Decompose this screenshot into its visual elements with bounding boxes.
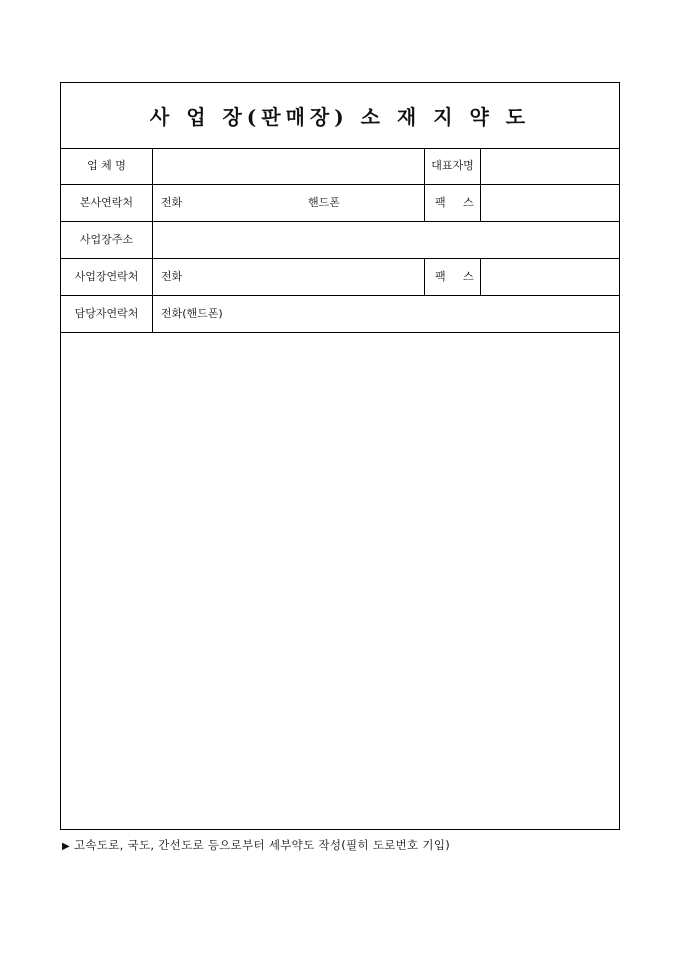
- representative-label: 대표자명: [425, 148, 481, 184]
- company-name-field[interactable]: [153, 148, 425, 184]
- instruction-note: [62, 837, 450, 853]
- site-address-label: 사업장주소: [61, 222, 153, 258]
- fax-label: 팩: [435, 196, 446, 209]
- head-office-phone-label: 전화: [161, 196, 183, 209]
- site-phone-field[interactable]: [153, 259, 425, 295]
- representative-field[interactable]: [481, 148, 619, 184]
- map-drawing-area[interactable]: [61, 334, 619, 829]
- company-name-label: 업 체 명: [61, 148, 153, 184]
- bullet-arrow-icon: ▶: [62, 841, 70, 852]
- site-address-field[interactable]: [153, 222, 619, 258]
- manager-contact-label: 담당자연락처: [61, 296, 153, 332]
- fax-label: 팩: [435, 270, 446, 283]
- site-contact-row: [61, 259, 619, 296]
- site-fax-field[interactable]: [481, 259, 619, 295]
- head-office-fax-label: [425, 185, 481, 221]
- head-office-mobile-label: 핸드폰: [308, 196, 340, 209]
- head-office-fax-field[interactable]: [481, 185, 619, 221]
- location-map-form: [60, 82, 620, 830]
- manager-phone-field[interactable]: [153, 296, 619, 332]
- head-office-contact-label: 본사연락처: [61, 185, 153, 221]
- site-fax-label: [425, 259, 481, 295]
- head-office-row: [61, 185, 619, 222]
- fax-label-2: 스: [463, 196, 474, 209]
- fax-label-2: 스: [463, 270, 474, 283]
- instruction-text: 고속도로, 국도, 간선도로 등으로부터 세부약도 작성(필히 도로번호 기입): [74, 838, 451, 852]
- title-row: [61, 83, 619, 149]
- site-contact-label: 사업장연락처: [61, 259, 153, 295]
- company-row: [61, 148, 619, 185]
- form-title: 사 업 장(판매장) 소 재 지 약 도: [149, 105, 531, 129]
- manager-contact-row: [61, 296, 619, 333]
- site-address-row: [61, 222, 619, 259]
- site-phone-label: 전화: [161, 270, 183, 283]
- head-office-phone-field[interactable]: [153, 185, 425, 221]
- manager-phone-label: 전화(핸드폰): [161, 307, 223, 320]
